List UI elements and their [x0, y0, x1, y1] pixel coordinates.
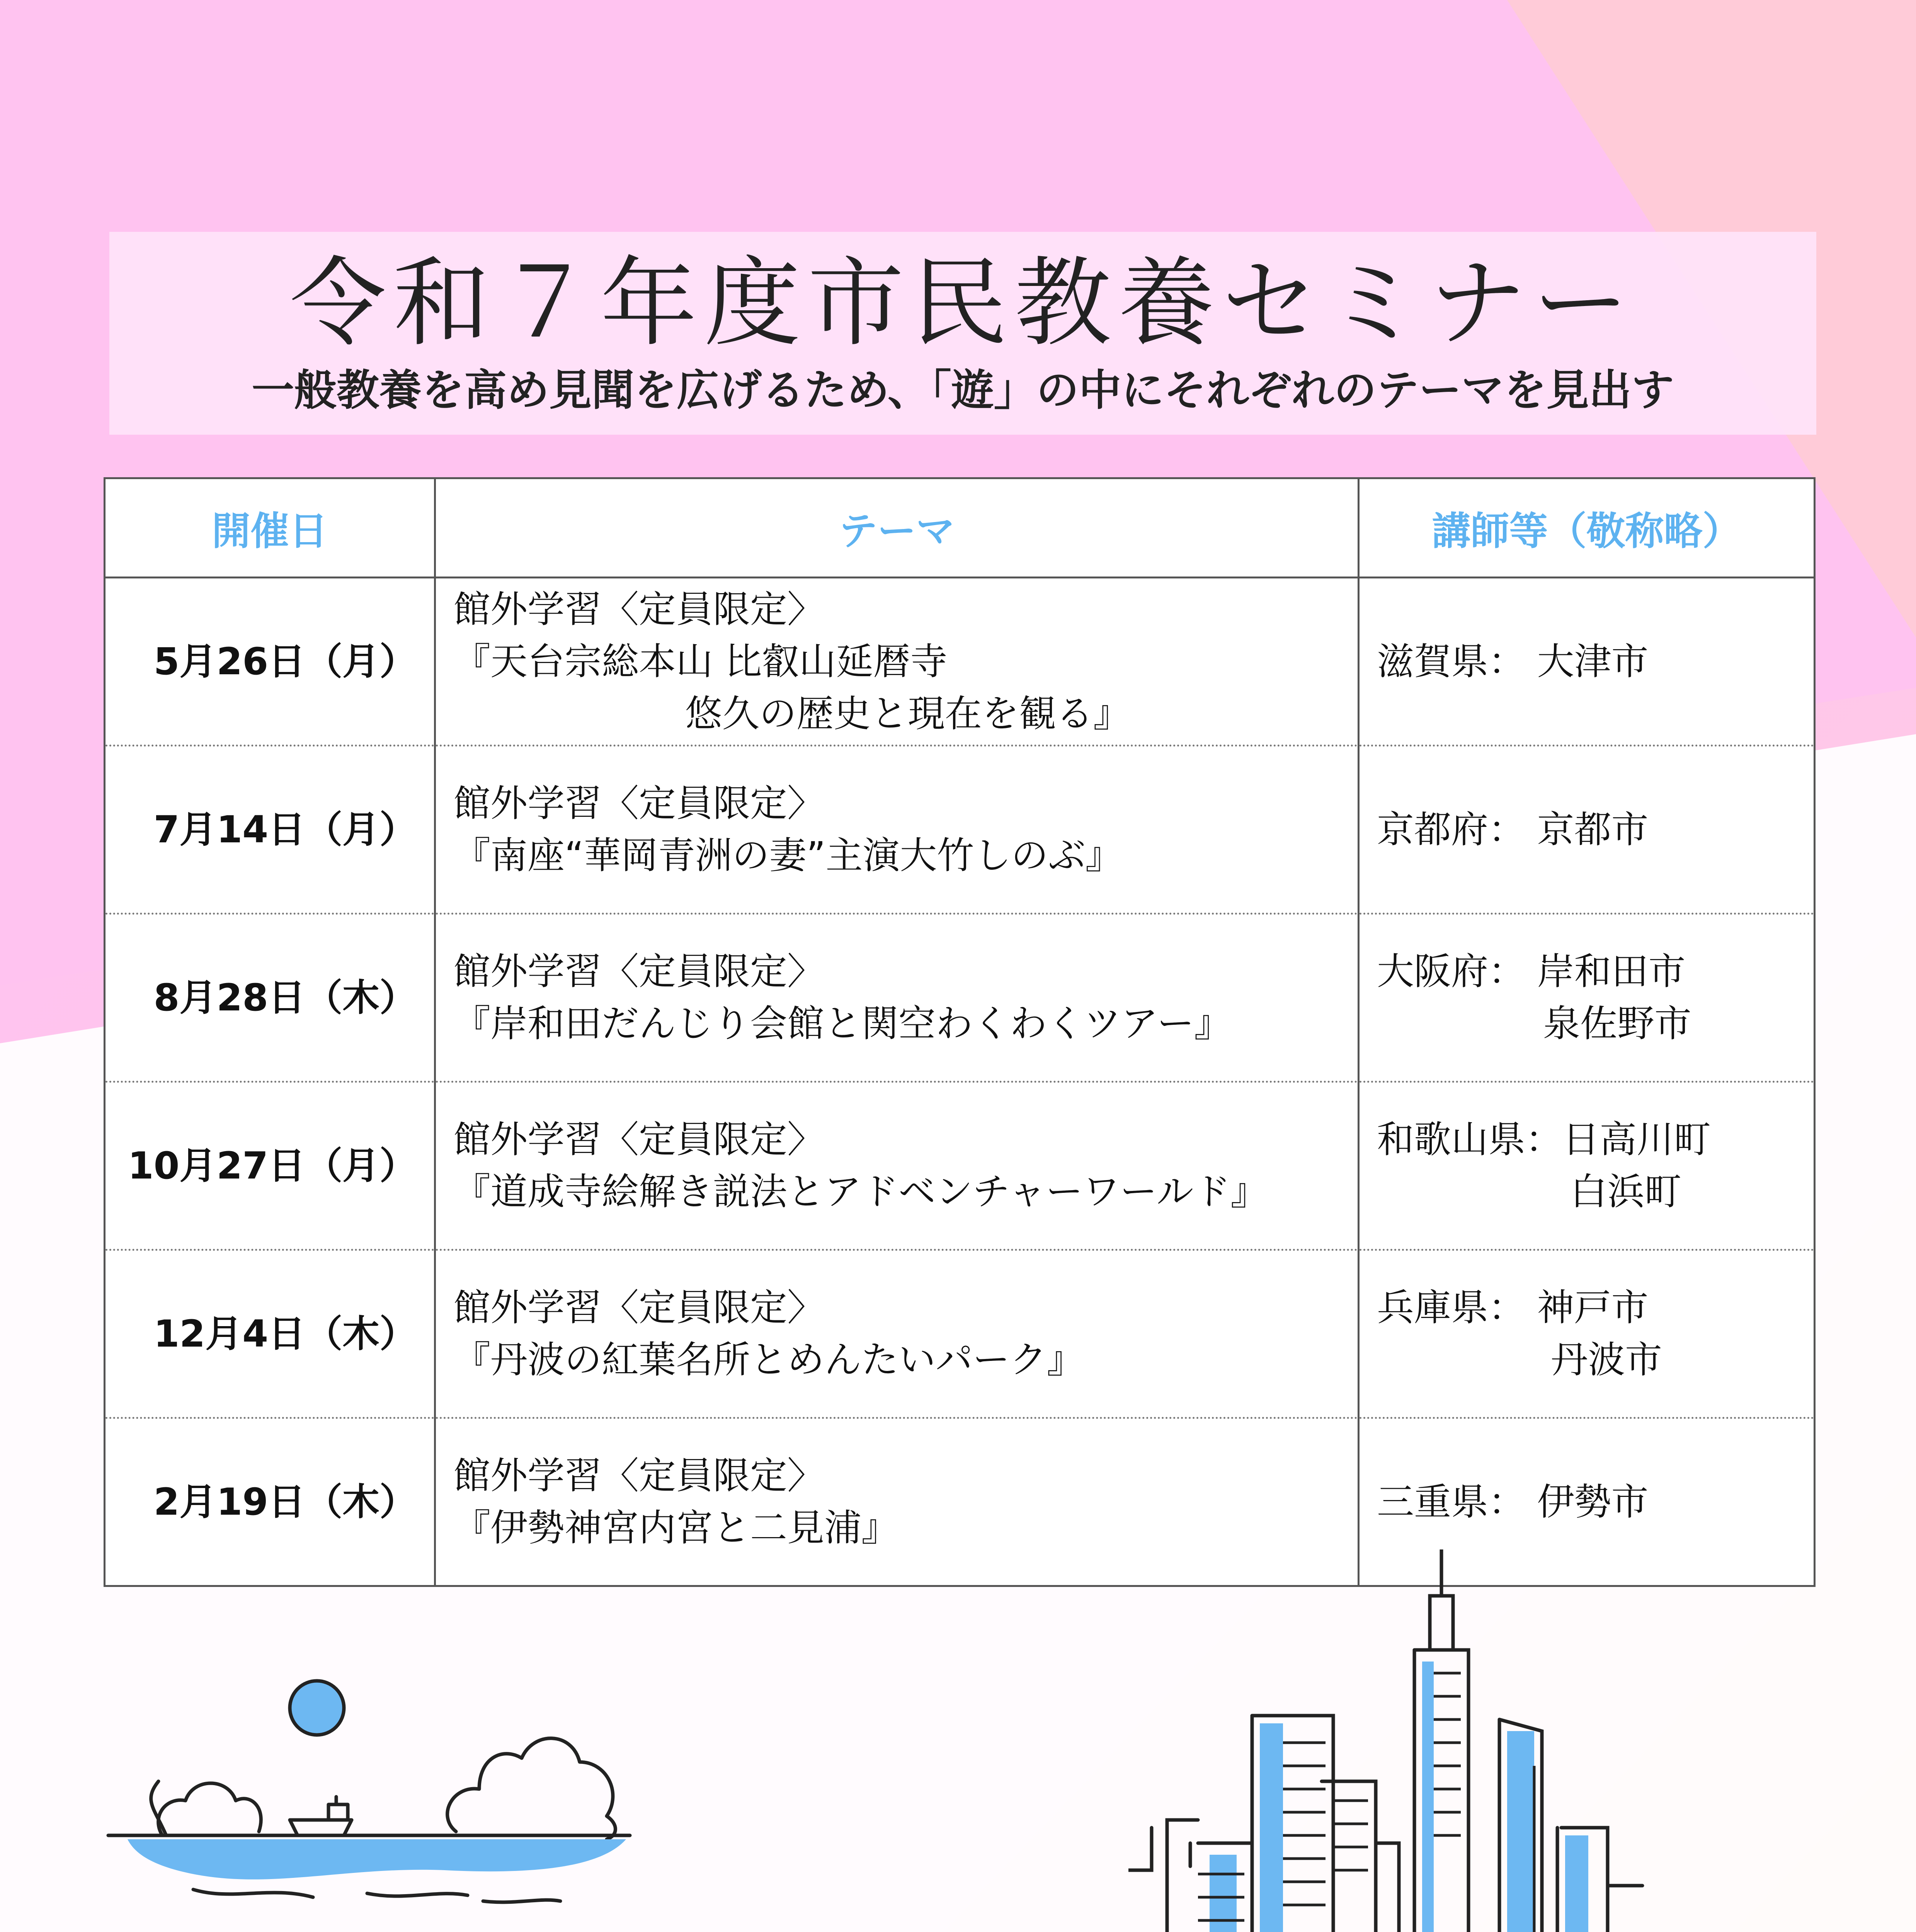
theme-type: 館外学習〈定員限定〉: [453, 1454, 824, 1497]
page-title: 令和７年度市民教養セミナー: [289, 247, 1636, 359]
theme-title: 『丹波の紅葉名所とめんたいパーク』: [453, 1338, 1084, 1381]
theme-type: 館外学習〈定員限定〉: [453, 950, 824, 993]
theme-title: 『伊勢神宮内宮と二見浦』: [453, 1506, 898, 1549]
row-lecturer: [1359, 578, 1815, 746]
page-subtitle: 一般教養を高め見聞を広げるため、「遊」の中にそれぞれのテーマを見出す: [252, 366, 1674, 415]
row-lecturer: [1359, 1082, 1815, 1250]
table-header-row: [105, 478, 1815, 578]
row-lecturer: [1359, 746, 1815, 914]
row-date: 2月19日（木）: [105, 1418, 435, 1586]
lecturer-line-2: 泉佐野市: [1543, 1002, 1691, 1045]
lecturer-line: 三重県： 伊勢市: [1377, 1480, 1649, 1524]
row-theme: [435, 746, 1359, 914]
row-lecturer: [1359, 914, 1815, 1082]
table-row: [105, 914, 1815, 1082]
theme-title: 『道成寺絵解き説法とアドベンチャーワールド』: [453, 1170, 1268, 1213]
theme-title: 『岸和田だんじり会館と関空わくわくツアー』: [453, 1002, 1232, 1045]
row-date: 10月27日（月）: [105, 1082, 435, 1250]
theme-type: 館外学習〈定員限定〉: [453, 1286, 824, 1329]
theme-type: 館外学習〈定員限定〉: [453, 1118, 824, 1161]
header-date: 開催日: [105, 478, 435, 578]
title-banner: [109, 232, 1816, 435]
schedule-table: [104, 477, 1816, 1587]
table-row: [105, 578, 1815, 746]
theme-title: 『南座“華岡青洲の妻”主演大竹しのぶ』: [453, 834, 1123, 877]
row-date: 5月26日（月）: [105, 578, 435, 746]
lecturer-line-2: 丹波市: [1551, 1338, 1662, 1381]
theme-title-cont: 悠久の歴史と現在を観る』: [685, 692, 1130, 735]
row-date: 8月28日（木）: [105, 914, 435, 1082]
sea-landscape-illustration: [97, 1654, 645, 1924]
header-theme: テーマ: [435, 478, 1359, 578]
theme-type: 館外学習〈定員限定〉: [453, 587, 824, 631]
row-theme: [435, 1250, 1359, 1418]
lecturer-line: 京都府： 京都市: [1377, 808, 1649, 851]
table-row: [105, 746, 1815, 914]
lecturer-line: 大阪府： 岸和田市: [1377, 950, 1686, 993]
lecturer-line: 和歌山県：日高川町: [1377, 1118, 1711, 1161]
row-date: 12月4日（木）: [105, 1250, 435, 1418]
theme-title: 『天台宗総本山 比叡山延暦寺: [453, 639, 948, 683]
theme-type: 館外学習〈定員限定〉: [453, 782, 824, 825]
row-date: 7月14日（月）: [105, 746, 435, 914]
lecturer-line: 兵庫県： 神戸市: [1377, 1286, 1649, 1329]
lecturer-line: 滋賀県： 大津市: [1377, 639, 1649, 683]
row-theme: [435, 578, 1359, 746]
lecturer-line-2: 白浜町: [1570, 1170, 1681, 1213]
header-lecturer: 講師等（敬称略）: [1359, 478, 1815, 578]
row-lecturer: [1359, 1250, 1815, 1418]
table-row: [105, 1250, 1815, 1418]
city-skyline-illustration: [1128, 1549, 1662, 1932]
table-row: [105, 1082, 1815, 1250]
row-theme: [435, 914, 1359, 1082]
row-theme: [435, 1082, 1359, 1250]
